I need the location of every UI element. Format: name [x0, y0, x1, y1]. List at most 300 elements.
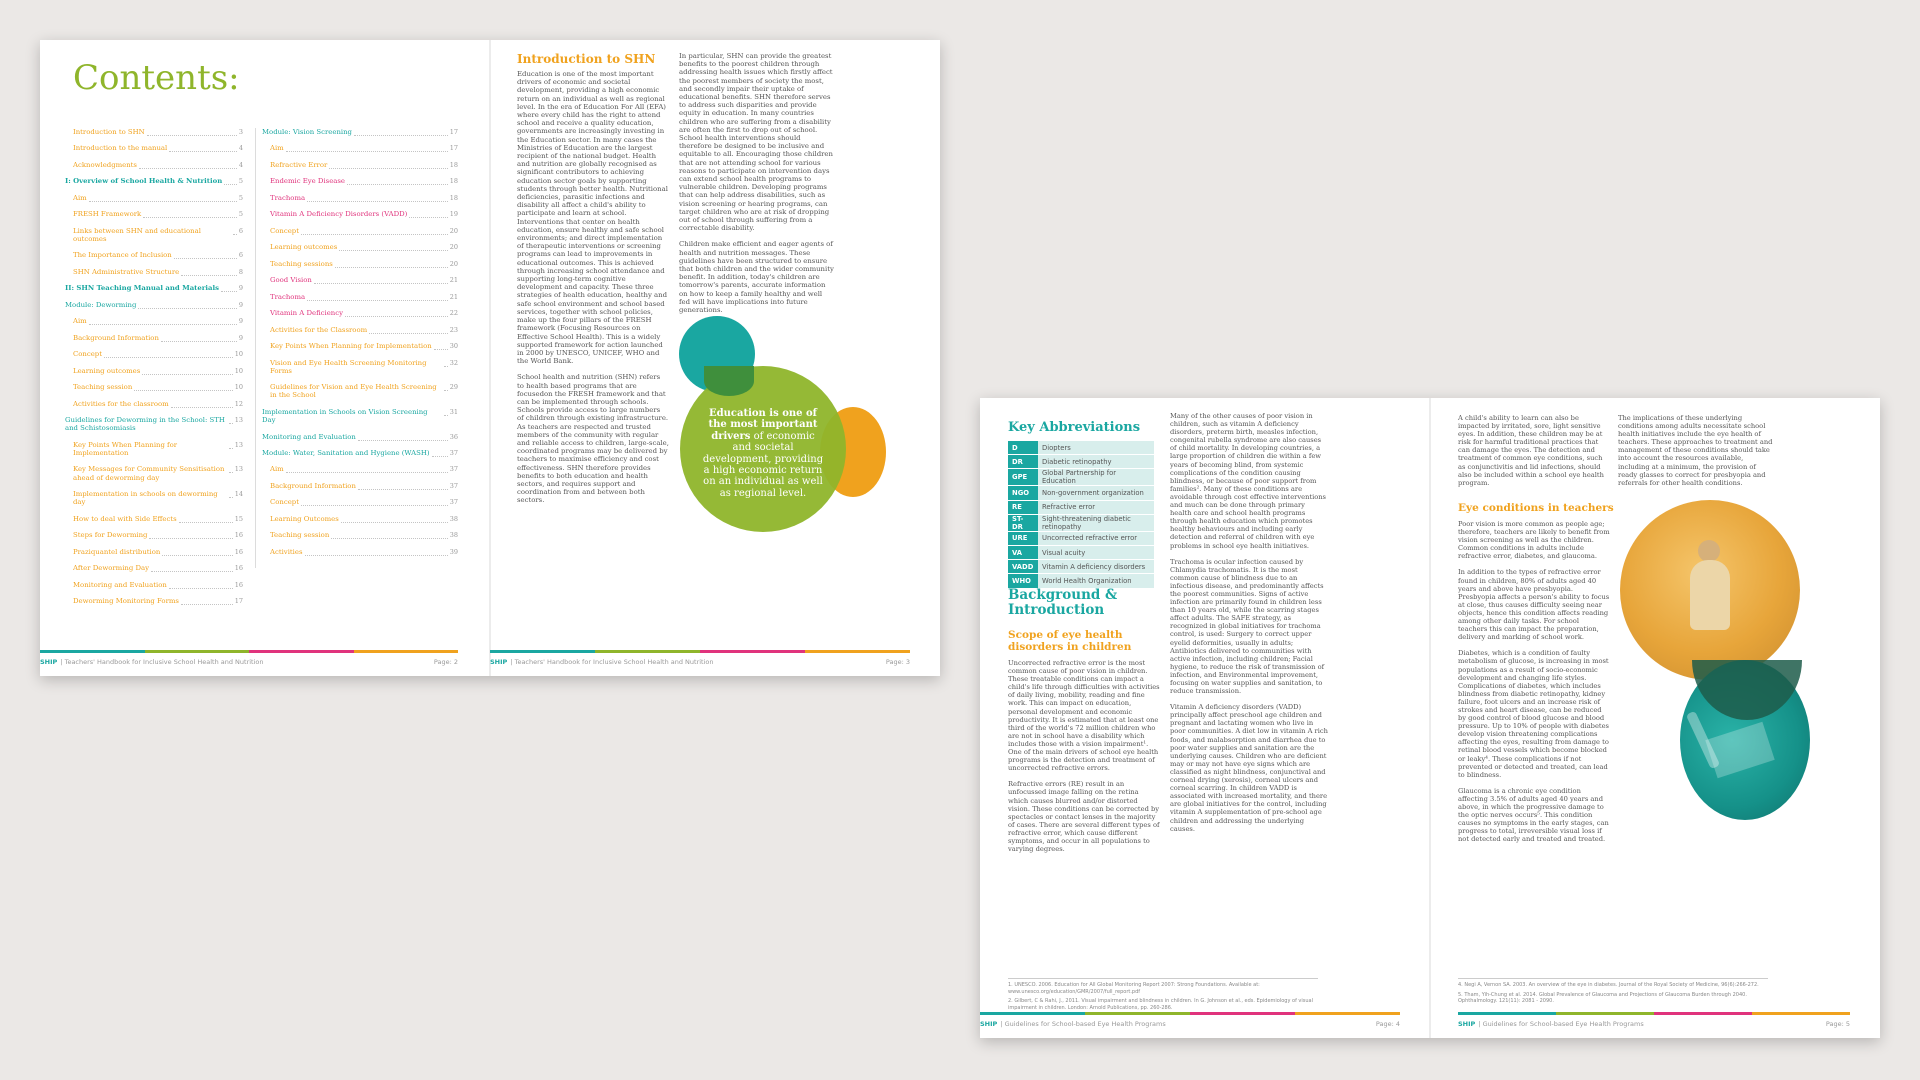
- toc-entry-page: 21: [449, 292, 458, 301]
- toc-entry[interactable]: [262, 210, 458, 218]
- toc-leader-dots: [89, 317, 237, 325]
- toc-leader-dots: [444, 359, 448, 367]
- page-number: Page: 2: [433, 658, 458, 666]
- toc-leader-dots: [358, 482, 448, 490]
- toc-entry-page: 37: [449, 498, 458, 507]
- toc-entry-title: Key Points When Planning for Implementation: [270, 342, 432, 351]
- toc-entry[interactable]: [262, 144, 458, 152]
- toc-leader-dots: [229, 490, 233, 498]
- toc-entry[interactable]: [65, 416, 243, 432]
- toc-entry-title: Monitoring and Evaluation: [73, 580, 167, 589]
- abbreviation-definition: Sight-threatening diabetic retinopathy: [1038, 514, 1154, 531]
- toc-entry-title: Guidelines for Vision and Eye Health Screening in the School: [270, 383, 437, 400]
- toc-entry-title: Learning outcomes: [270, 243, 338, 252]
- toc-entry-title: Acknowledgments: [73, 160, 137, 169]
- footnotes-left: [1008, 978, 1318, 1014]
- toc-leader-dots: [354, 128, 448, 136]
- background-heading: Background & Introduction: [1008, 587, 1118, 618]
- footnote: 4. Negi A, Vernon SA. 2003. An overview of the eye in diabetes. Journal of the Royal Society of Medicine, 96(6):266-272.: [1458, 982, 1759, 988]
- toc-entry[interactable]: [65, 564, 243, 572]
- toc-entry-page: 4: [238, 160, 243, 169]
- toc-entry-title: II: SHN Teaching Manual and Materials: [65, 284, 219, 293]
- toc-entry-page: 21: [449, 276, 458, 285]
- toc-entry-title: Trachoma: [270, 193, 306, 202]
- toc-leader-dots: [221, 284, 237, 292]
- toc-leader-dots: [286, 465, 448, 473]
- footnote: 2. Gilbert, C & Rahi, J., 2011. Visual impairment and blindness in children. In G. Johnson et al., eds. Epidemiology of visual impairment in children. London: Arnold Publications, pp. 260-286.: [1008, 998, 1314, 1011]
- toc-entry[interactable]: [262, 194, 458, 202]
- abbreviation-row: [1008, 500, 1154, 514]
- toc-entry-title: Introduction to the manual: [73, 144, 168, 153]
- toc-entry-title: Learning Outcomes: [270, 514, 339, 523]
- toc-entry-title: Links between SHN and educational outcomes: [73, 226, 201, 243]
- toc-leader-dots: [434, 342, 448, 350]
- body-paragraph: Uncorrected refractive error is the most common cause of poor vision in children. These treatable conditions can impact a child's life through difficulties with activities of daily living, mobility, reading and fine work. This can impact on education, personal development and economic productivity. It is estimated that at least one third of the world's 72 million children who are not in school have a disability which includes those with a vision impairment¹. One of the main drivers of school eye health programs is the detection and treatment of uncorrected refractive errors.: [1008, 659, 1160, 773]
- toc-entry[interactable]: [262, 359, 458, 375]
- pullquote: [702, 408, 824, 499]
- color-stripe: [40, 650, 458, 653]
- toc-entry-title: Background Information: [270, 481, 356, 490]
- color-stripe: [980, 1012, 1400, 1015]
- toc-entry[interactable]: [262, 177, 458, 185]
- body-paragraph: In addition to the types of refractive error found in children, 80% of adults aged 40 years and above have presbyopia. Presbyopia affects a person's ability to focus at close, thus causes difficulty seeing near objects, hence this condition affects reading among other daily tasks. For school teachers this can impact the preparation, delivery and marking of school work.: [1458, 568, 1610, 642]
- toc-entry[interactable]: [65, 194, 243, 202]
- toc-entry[interactable]: [262, 342, 458, 350]
- toc-entry-page: 31: [449, 407, 458, 416]
- intro-heading: Introduction to SHN: [517, 52, 656, 66]
- abbreviation-code: WHO: [1008, 574, 1038, 588]
- toc-entry-page: 32: [449, 358, 458, 367]
- abbreviation-definition: Global Partnership for Education: [1038, 469, 1154, 486]
- abbreviations-heading: Key Abbreviations: [1008, 420, 1141, 435]
- toc-entry[interactable]: [65, 490, 243, 506]
- toc-entry-page: 37: [449, 465, 458, 474]
- toc-entry[interactable]: [262, 243, 458, 251]
- toc-entry[interactable]: [65, 441, 243, 457]
- toc-entry-title: After Deworming Day: [73, 564, 149, 573]
- toc-column-left: [65, 128, 243, 614]
- abbreviation-row: [1008, 486, 1154, 500]
- toc-entry[interactable]: [65, 128, 243, 136]
- toc-entry-title: Deworming Monitoring Forms: [73, 597, 179, 606]
- body-paragraph: Refractive errors (RE) result in an unfocussed image falling on the retina which causes blurred and/or distorted vision. These conditions can be corrected by spectacles or contact lenses in the majority of cases. There are several different types of refractive error, which cause different symptoms, and occur in all populations to varying degrees.: [1008, 780, 1160, 854]
- toc-leader-dots: [104, 350, 233, 358]
- toc-leader-dots: [341, 515, 448, 523]
- body-paragraph: School health and nutrition (SHN) refers to health based programs that are focusedon the FRESH framework and that can be implemented through schools. Schools provide access to large numbers of children through existing infrastructure. As teachers are respected and trusted members of the community with regular and reliable access to children, large-scale, coordinated programs may be delivered by teachers to maximise efficiency and cost effectiveness. SHN therefore provides benefits to both education and health sectors, and requires support and coordination from and between both sectors.: [517, 373, 669, 505]
- toc-entry-page: 18: [449, 160, 458, 169]
- toc-entry-title: Introduction to SHN: [73, 128, 145, 136]
- page-footer: [1458, 1012, 1850, 1038]
- intro-column-1: [517, 70, 669, 513]
- photo-paper: [1705, 722, 1774, 779]
- toc-entry-title: How to deal with Side Effects: [73, 514, 177, 523]
- toc-entry-page: 9: [238, 333, 243, 342]
- toc-entry[interactable]: [65, 531, 243, 539]
- body-paragraph: Education is one of the most important drivers of economic and societal development, providing a high economic return on an individual as well as regional level. In the era of Education For All (EFA) where every child has the right to attend school and receive a quality education, governments are increasingly investing in the Education sector. In many cases the Ministries of Education are the largest recipient of the national budget. Health and nutrition are globally recognised as significant contributors to achieving education sector goals by supporting students through better health. Nutritional deficiencies, parasitic infections and disability all affect a child's ability to participate and learn at school. Interventions that center on health education, ensure healthy and safe school environments; and direct implementation of therapeutic interventions or screening programs can lead to improvements in educational outcomes. This is achieved through increasing school attendance and supporting long-term cognitive development and capacity. These three strategies of health education, healthy and safe school environment and school based services, together with school policies, make up the four pillars of the FRESH framework (Focusing Resources on Effective School Health). This is a widely supported framework for action launched in 2000 by UNESCO, UNICEF, WHO and the World Bank.: [517, 70, 668, 366]
- toc-entry-page: 15: [234, 514, 243, 523]
- toc-entry[interactable]: [65, 251, 243, 259]
- toc-entry-page: 16: [234, 547, 243, 556]
- toc-entry-page: 38: [449, 514, 458, 523]
- toc-entry[interactable]: [65, 581, 243, 589]
- toc-entry-title: Concept: [270, 498, 299, 507]
- toc-leader-dots: [305, 548, 448, 556]
- page5-column-2: [1618, 414, 1774, 495]
- abbreviation-definition: Uncorrected refractive error: [1038, 531, 1154, 545]
- toc-leader-dots: [174, 251, 237, 259]
- toc-entry[interactable]: [262, 276, 458, 284]
- toc-entry-title: Background Information: [73, 333, 159, 342]
- toc-leader-dots: [233, 227, 237, 235]
- footer-title: Guidelines for School-based Eye Health Programs: [1482, 1020, 1644, 1028]
- toc-entry-page: 16: [234, 564, 243, 573]
- toc-entry[interactable]: [262, 482, 458, 490]
- toc-entry-title: Teaching sessions: [270, 259, 333, 268]
- teachers-heading: Eye conditions in teachers: [1458, 502, 1614, 514]
- photo-circle-teacher-orange: [1620, 500, 1800, 680]
- toc-entry-page: 20: [449, 243, 458, 252]
- toc-entry-title: Aim: [270, 144, 284, 153]
- toc-entry-title: Concept: [270, 226, 299, 235]
- toc-leader-dots: [339, 243, 447, 251]
- toc-leader-dots: [171, 400, 233, 408]
- toc-entry-title: Steps for Deworming: [73, 531, 148, 540]
- toc-entry-page: 17: [449, 128, 458, 136]
- toc-entry-page: 29: [449, 383, 458, 392]
- toc-entry-page: 14: [234, 490, 243, 499]
- spread-contents-intro: [40, 40, 940, 676]
- toc-entry-title: Aim: [73, 193, 87, 202]
- toc-entry-page: 39: [449, 547, 458, 556]
- toc-leader-dots: [142, 367, 232, 375]
- toc-entry-title: Learning outcomes: [73, 366, 141, 375]
- toc-entry[interactable]: [262, 449, 458, 457]
- toc-entry-page: 13: [234, 416, 243, 425]
- toc-entry-title: Guidelines for Deworming in the School: STH and Schistosomiasis: [65, 416, 225, 433]
- toc-entry[interactable]: [262, 548, 458, 556]
- toc-entry-title: SHN Administrative Structure: [73, 267, 180, 276]
- toc-leader-dots: [149, 531, 232, 539]
- toc-entry[interactable]: [65, 210, 243, 218]
- toc-leader-dots: [345, 309, 448, 317]
- toc-entry-page: 18: [449, 193, 458, 202]
- toc-leader-dots: [169, 581, 233, 589]
- toc-entry-title: I: Overview of School Health & Nutrition: [65, 177, 223, 186]
- scope-column: [1008, 659, 1160, 861]
- toc-leader-dots: [161, 334, 237, 342]
- page4-column-2: [1170, 412, 1328, 841]
- toc-entry-page: 12: [234, 399, 243, 408]
- footer-title: Teachers' Handbook for Inclusive School Health and Nutrition: [514, 658, 714, 666]
- toc-entry-page: 22: [449, 309, 458, 318]
- toc-entry[interactable]: [65, 367, 243, 375]
- page-abbreviations: [980, 398, 1430, 1038]
- page-contents: [40, 40, 490, 676]
- toc-entry-page: 18: [449, 177, 458, 186]
- body-paragraph: Many of the other causes of poor vision in children, such as vitamin A deficiency disorders, preterm birth, measles infection, congenital rubella syndrome are also causes of child mortality. In developing countries, a large proportion of children die within a few years of becoming blind, from systemic complications of the condition causing blindness, or because of poor support from families². Many of these conditions are avoidable through cost effective interventions and much can be done through primary health care and school health programs through health education which promotes healthy behaviours and including early detection and referral of children with eye problems in school eye health initiatives.: [1170, 412, 1326, 550]
- body-paragraph: In particular, SHN can provide the greatest benefits to the poorest children through addressing health issues which firstly affect the poorest members of society the most, and secondly impair their uptake of educational benefits. SHN therefore serves to address such disparities and provide equity in education. In many countries children who are suffering from a disability are often the first to drop out of school. School health interventions should therefore be designed to be inclusive and equitable to all. Encouraging those children that are not attending school for various reasons to participate on intervention days can extend school health programs to vulnerable children. Developing programs that can help address disabilities, such as vision screening or hearing programs, can target children who are at risk of dropping out of school through suffering from a correctable disability.: [679, 52, 833, 233]
- abbreviation-definition: Diopters: [1038, 441, 1154, 455]
- abbreviations-table: [1008, 441, 1154, 589]
- toc-leader-dots: [181, 268, 237, 276]
- toc-entry-page: 13: [234, 440, 243, 449]
- toc-entry[interactable]: [65, 334, 243, 342]
- toc-leader-dots: [432, 449, 448, 457]
- toc-entry-title: Vitamin A Deficiency: [270, 309, 343, 318]
- toc-entry-title: Implementation in schools on deworming day: [73, 490, 218, 507]
- abbreviation-code: VADD: [1008, 560, 1038, 574]
- toc-entry[interactable]: [65, 177, 243, 185]
- toc-entry[interactable]: [65, 383, 243, 391]
- abbreviation-code: DR: [1008, 455, 1038, 469]
- toc-entry[interactable]: [65, 548, 243, 556]
- toc-entry-page: 6: [238, 226, 243, 235]
- footer-text: SHIP | Teachers' Handbook for Inclusive School Health and Nutrition: [490, 658, 714, 666]
- body-paragraph: The implications of these underlying conditions among adults necessitate school health initiatives include the eye health of teachers. These approaches to treatment and management of these conditions should take into account the resources available, including at a minimum, the provision of ready glasses to correct for presbyopia and referrals for other health conditions.: [1618, 414, 1773, 487]
- toc-leader-dots: [134, 383, 232, 391]
- toc-entry-title: The Importance of Inclusion: [73, 251, 172, 260]
- toc-entry[interactable]: [262, 531, 458, 539]
- toc-entry-title: Module: Water, Sanitation and Hygiene (WASH): [262, 449, 430, 457]
- toc-leader-dots: [139, 161, 237, 169]
- abbreviation-definition: Vitamin A deficiency disorders: [1038, 560, 1154, 574]
- toc-entry-title: Trachoma: [270, 292, 306, 301]
- toc-leader-dots: [147, 128, 237, 136]
- toc-entry-page: 20: [449, 259, 458, 268]
- toc-entry-title: Refractive Error: [270, 160, 328, 169]
- toc-entry[interactable]: [65, 465, 243, 481]
- toc-entry-title: Endemic Eye Disease: [270, 177, 345, 186]
- toc-entry-page: 17: [234, 597, 243, 606]
- abbreviation-code: NGO: [1008, 486, 1038, 500]
- toc-leader-dots: [229, 465, 233, 473]
- pullquote-bold: Education is one of the most important drivers: [708, 408, 818, 442]
- abbreviation-row: [1008, 545, 1154, 559]
- teachers-column: [1458, 520, 1610, 851]
- toc-entry-page: 19: [449, 210, 458, 219]
- toc-entry-page: 13: [234, 465, 243, 474]
- toc-entry-title: FRESH Framework: [73, 210, 142, 219]
- toc-entry-page: 23: [449, 325, 458, 334]
- toc-leader-dots: [307, 293, 448, 301]
- abbreviation-code: RE: [1008, 500, 1038, 514]
- toc-leader-dots: [89, 194, 237, 202]
- toc-entry[interactable]: [65, 301, 243, 309]
- toc-entry-title: Activities for the Classroom: [270, 325, 368, 334]
- contents-title: Contents:: [73, 58, 240, 98]
- toc-entry[interactable]: [262, 326, 458, 334]
- toc-leader-dots: [347, 177, 448, 185]
- toc-entry[interactable]: [65, 284, 243, 292]
- intro-column-2: [679, 52, 835, 322]
- pullquote-rest: of economic and societal development, providing a high economic return on an individual as well as regional level.: [702, 430, 824, 499]
- toc-entry[interactable]: [65, 144, 243, 152]
- toc-entry[interactable]: [65, 597, 243, 605]
- abbreviation-code: D: [1008, 441, 1038, 455]
- toc-divider: [255, 128, 256, 568]
- abbreviation-row: [1008, 514, 1154, 531]
- toc-entry[interactable]: [65, 227, 243, 243]
- toc-column-right: [262, 128, 458, 564]
- toc-entry[interactable]: [65, 317, 243, 325]
- footnote: 1. UNESCO. 2006. Education for All Global Monitoring Report 2007: Strong Foundations. Available at: www.unesco.org/education/GMR/2007/full_report.pdf: [1008, 982, 1260, 995]
- toc-entry[interactable]: [262, 293, 458, 301]
- body-paragraph: Poor vision is more common as people age; therefore, teachers are likely to benefit from vision screening as well as the children. Common conditions in adults include refractive error, diabetes, and glaucoma.: [1458, 520, 1610, 561]
- toc-entry-title: Praziquantel distribution: [73, 547, 161, 556]
- abbreviation-code: GPE: [1008, 469, 1038, 486]
- circle-overlap-tint: [704, 366, 754, 396]
- toc-entry-title: Teaching session: [270, 531, 330, 540]
- toc-leader-dots: [301, 498, 448, 506]
- toc-leader-dots: [181, 597, 233, 605]
- footnotes-right: [1458, 978, 1768, 1008]
- abbreviation-code: VA: [1008, 545, 1038, 559]
- toc-entry[interactable]: [262, 515, 458, 523]
- toc-entry-title: Module: Vision Screening: [262, 128, 352, 136]
- page-footer: [980, 1012, 1400, 1038]
- toc-entry-page: 5: [238, 210, 243, 219]
- toc-entry-title: Aim: [73, 317, 87, 326]
- toc-entry[interactable]: [262, 498, 458, 506]
- toc-entry-page: 38: [449, 531, 458, 540]
- toc-entry[interactable]: [262, 433, 458, 441]
- page-footer: [40, 650, 458, 676]
- abbreviation-row: [1008, 469, 1154, 486]
- toc-entry-title: Monitoring and Evaluation: [262, 432, 356, 441]
- page-introduction: [490, 40, 940, 676]
- toc-entry-page: 8: [238, 267, 243, 276]
- abbreviation-definition: Visual acuity: [1038, 545, 1154, 559]
- toc-entry-title: Concept: [73, 350, 102, 359]
- toc-entry-title: Key Points When Planning for Implementation: [73, 440, 178, 457]
- toc-leader-dots: [369, 326, 448, 334]
- toc-leader-dots: [329, 161, 447, 169]
- page-footer: [490, 650, 910, 676]
- toc-entry-title: Key Messages for Community Sensitisation ahead of deworming day: [73, 465, 225, 482]
- body-paragraph: Glaucoma is a chronic eye condition affecting 3.5% of adults aged 40 years and above, in which the progressive damage to the optic nerves occurs⁵. This condition causes no symptoms in the early stages, can progress to total, irreversible visual loss if not detected early and treated and treated.: [1458, 786, 1609, 844]
- toc-leader-dots: [229, 441, 233, 449]
- toc-entry[interactable]: [65, 161, 243, 169]
- toc-entry[interactable]: [262, 383, 458, 399]
- toc-entry-title: Module: Deworming: [65, 300, 137, 309]
- toc-leader-dots: [335, 260, 448, 268]
- toc-entry[interactable]: [262, 260, 458, 268]
- photo-figure-head: [1698, 540, 1720, 562]
- toc-entry-page: 36: [449, 432, 458, 441]
- toc-entry-page: 9: [238, 317, 243, 326]
- color-stripe: [490, 650, 910, 653]
- abbreviation-row: [1008, 531, 1154, 545]
- toc-leader-dots: [286, 144, 448, 152]
- scope-heading: Scope of eye health disorders in children: [1008, 629, 1132, 653]
- toc-entry[interactable]: [262, 161, 458, 169]
- body-paragraph: Vitamin A deficiency disorders (VADD) principally affect preschool age children and pregnant and lactating women who live in poor communities. A diet low in vitamin A rich foods, and malabsorption and diarrhea due to poor water supplies and sanitation are the underlying causes. Children who are deficient may or may not have eye signs which are classified as night blindness, conjunctival and corneal drying (xerosis), corneal ulcers and corneal scarring. In children VADD is associated with increased mortality, and there are global initiatives for the control, including vitamin A supplementation of pre-school age children and addressing the underlying causes.: [1170, 703, 1328, 833]
- toc-entry[interactable]: [65, 400, 243, 408]
- toc-entry-page: 17: [449, 144, 458, 153]
- photo-figure-body: [1690, 560, 1730, 630]
- toc-entry[interactable]: [65, 268, 243, 276]
- toc-entry-title: Aim: [270, 465, 284, 474]
- toc-entry-title: Teaching session: [73, 383, 133, 392]
- toc-entry-page: 30: [449, 342, 458, 351]
- abbreviation-row: [1008, 441, 1154, 455]
- toc-leader-dots: [151, 564, 233, 572]
- footer-text: SHIP | Guidelines for School-based Eye Health Programs: [1458, 1020, 1644, 1028]
- page-number: Page: 4: [1375, 1020, 1400, 1028]
- abbreviation-code: URE: [1008, 531, 1038, 545]
- toc-entry[interactable]: [65, 350, 243, 358]
- toc-entry[interactable]: [262, 128, 458, 136]
- toc-entry-page: 10: [234, 383, 243, 392]
- toc-entry-page: 10: [234, 350, 243, 359]
- toc-entry[interactable]: [262, 465, 458, 473]
- toc-entry-title: Implementation in Schools on Vision Screening Day: [262, 407, 428, 425]
- toc-leader-dots: [138, 301, 236, 309]
- toc-entry-page: 5: [238, 177, 243, 186]
- abbreviation-code: ST-DR: [1008, 514, 1038, 531]
- toc-entry-page: 9: [238, 284, 243, 293]
- toc-leader-dots: [331, 531, 447, 539]
- page-number: Page: 3: [885, 658, 910, 666]
- toc-entry-page: 3: [238, 128, 243, 136]
- page5-column-1: [1458, 414, 1610, 495]
- page-number: Page: 5: [1825, 1020, 1850, 1028]
- toc-entry-title: Vision and Eye Health Screening Monitoring Forms: [270, 358, 427, 375]
- footer-text: SHIP | Teachers' Handbook for Inclusive School Health and Nutrition: [40, 658, 264, 666]
- footer-title: Teachers' Handbook for Inclusive School Health and Nutrition: [64, 658, 264, 666]
- abbreviation-row: [1008, 455, 1154, 469]
- toc-leader-dots: [229, 416, 233, 424]
- toc-entry-page: 37: [449, 449, 458, 457]
- toc-entry[interactable]: [65, 515, 243, 523]
- toc-leader-dots: [224, 177, 237, 185]
- toc-leader-dots: [143, 210, 237, 218]
- toc-entry-title: Good Vision: [270, 276, 312, 285]
- toc-entry-page: 4: [238, 144, 243, 153]
- toc-entry[interactable]: [262, 227, 458, 235]
- abbreviation-definition: World Health Organization: [1038, 574, 1154, 588]
- toc-leader-dots: [179, 515, 233, 523]
- abbreviation-row: [1008, 574, 1154, 588]
- toc-entry-page: 10: [234, 366, 243, 375]
- toc-leader-dots: [444, 408, 448, 416]
- toc-entry-title: Activities: [270, 547, 303, 556]
- toc-leader-dots: [307, 194, 448, 202]
- toc-leader-dots: [169, 144, 237, 152]
- toc-leader-dots: [358, 433, 448, 441]
- toc-entry-page: 5: [238, 193, 243, 202]
- toc-leader-dots: [314, 276, 448, 284]
- spread-abbreviations-eye-health: [980, 398, 1880, 1038]
- toc-entry-page: 9: [238, 300, 243, 309]
- toc-entry-page: 37: [449, 481, 458, 490]
- footnote: 5. Tham, Yih-Chung et al. 2014. Global Prevalence of Glaucoma and Projections of Glaucoma Burden through 2040. Ophthalmology. 121(11): 2081 - 2090.: [1458, 991, 1747, 1004]
- abbreviation-row: [1008, 560, 1154, 574]
- toc-entry-page: 16: [234, 531, 243, 540]
- body-paragraph: Trachoma is ocular infection caused by Chlamydia trachomatis. It is the most common cause of blindness due to an infectious disease, and predominantly affects the poorest communities. Signs of active infection are primarily found in children less than 10 years old, while the scarring stages affect adults. The SAFE strategy, as recognized in global initiatives for trachoma control, is used: Surgery to correct upper eyelid deformities, usually in adults; Antibiotics delivered to communities with active infection, including children; Facial hygiene, to reduce the risk of transmission of infection, and Environmental improvement, focusing on water supplies and sanitation, to reduce transmission.: [1170, 557, 1325, 696]
- toc-entry[interactable]: [262, 408, 458, 424]
- footer-brand: SHIP: [980, 1020, 998, 1028]
- page-eye-conditions: [1430, 398, 1880, 1038]
- toc-entry-title: Activities for the classroom: [73, 399, 169, 408]
- body-paragraph: Children make efficient and eager agents of health and nutrition messages. These guidelines have been structured to ensure that both children and the wider community benefit. In addition, today's children are tomorrow's parents, accurate information on how to keep a family healthy and well fed will have implications into future generations.: [679, 240, 834, 315]
- toc-leader-dots: [444, 383, 448, 391]
- toc-entry[interactable]: [262, 309, 458, 317]
- body-paragraph: A child's ability to learn can also be impacted by irritated, sore, light sensitive eyes. In addition, these children may be at risk for harmful traditional practices that can damage the eyes. The detection and treatment of common eye conditions, such as conjunctivitis and lid infections, should also be included within a school eye health program.: [1458, 414, 1604, 487]
- toc-entry-page: 20: [449, 226, 458, 235]
- footer-brand: SHIP: [490, 658, 508, 666]
- toc-entry-page: 6: [238, 251, 243, 260]
